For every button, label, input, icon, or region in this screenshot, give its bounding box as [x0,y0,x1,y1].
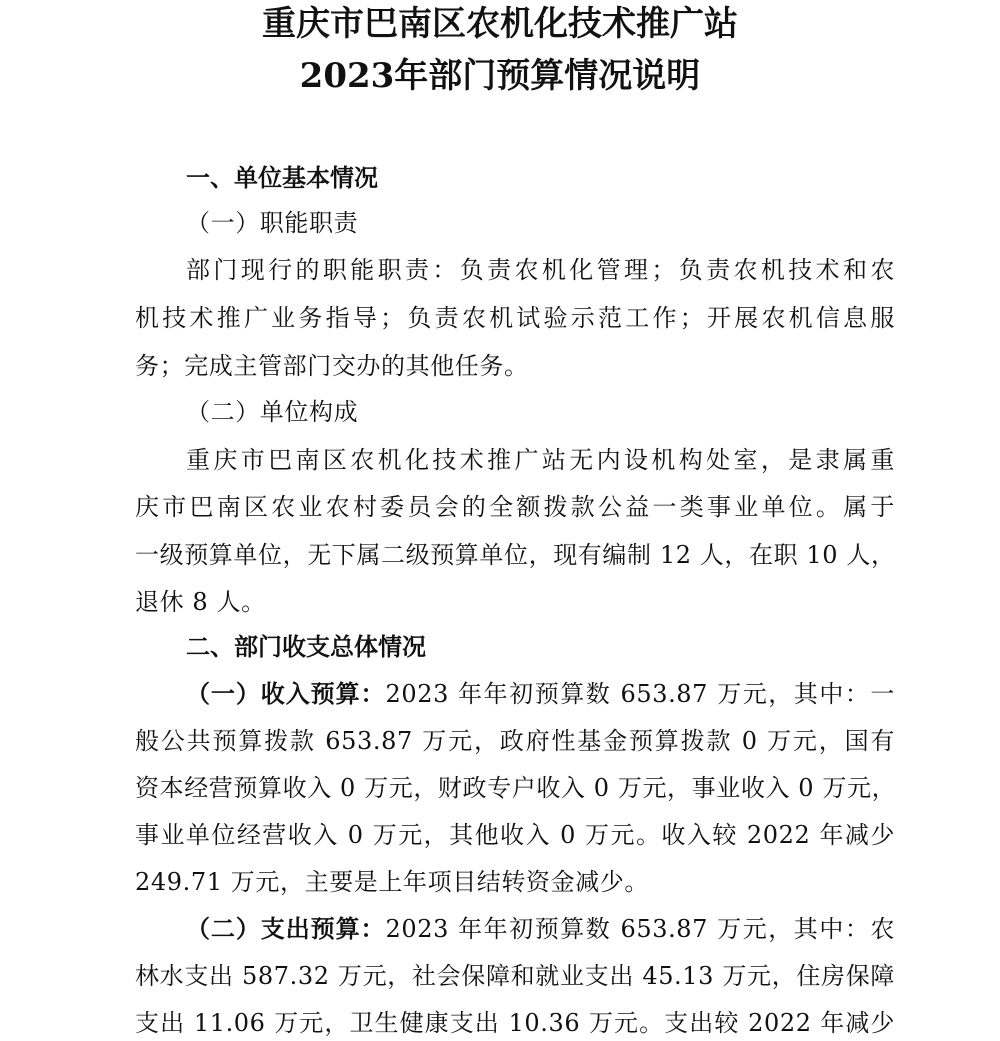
document-title-line-2: 2023年部门预算情况说明 [299,56,701,96]
paragraph-line: 机技术推广业务指导；负责农机试验示范工作；开展农机信息服 [135,304,895,332]
paragraph-line-expense-first [186,911,895,947]
paragraph-line: 249.71 万元，主要是上年项目结转资金减少。 [135,868,650,896]
paragraph-line: 部门现行的职能职责：负责农机化管理；负责农机技术和农 [186,256,895,284]
paragraph-line: 事业单位经营收入 0 万元，其他收入 0 万元。收入较 2022 年减少 [135,821,895,849]
section-heading-basic-info: 一、单位基本情况 [186,164,378,192]
paragraph-line: 退休 8 人。 [135,588,266,616]
paragraph-line: 一级预算单位，无下属二级预算单位，现有编制 12 人，在职 10 人， [135,541,896,569]
subheading-functions: （一）职能职责 [186,209,359,237]
income-line-rest: 2023 年年初预算数 653.87 万元，其中：一 [385,680,896,708]
income-label: （一）收入预算： [186,680,386,708]
subheading-structure: （二）单位构成 [186,398,359,426]
paragraph-line: 林水支出 587.32 万元，社会保障和就业支出 45.13 万元，住房保障 [135,962,895,990]
paragraph-line-income-first [186,676,895,712]
paragraph-line: 务；完成主管部门交办的其他任务。 [135,352,529,380]
section-heading-income-expense: 二、部门收支总体情况 [186,633,426,661]
paragraph-line: 般公共预算拨款 653.87 万元，政府性基金预算拨款 0 万元，国有 [135,727,895,755]
paragraph-line: 支出 11.06 万元，卫生健康支出 10.36 万元。支出较 2022 年减少 [135,1009,895,1037]
expense-label: （二）支出预算： [186,915,386,943]
document-title-line-1: 重庆市巴南区农机化技术推广站 [262,4,738,44]
paragraph-line: 庆市巴南区农业农村委员会的全额拨款公益一类事业单位。属于 [135,493,895,521]
expense-line-rest: 2023 年年初预算数 653.87 万元，其中：农 [385,915,896,943]
paragraph-line: 重庆市巴南区农机化技术推广站无内设机构处室，是隶属重 [186,446,895,474]
paragraph-line: 资本经营预算收入 0 万元，财政专户收入 0 万元，事业收入 0 万元， [135,774,897,802]
